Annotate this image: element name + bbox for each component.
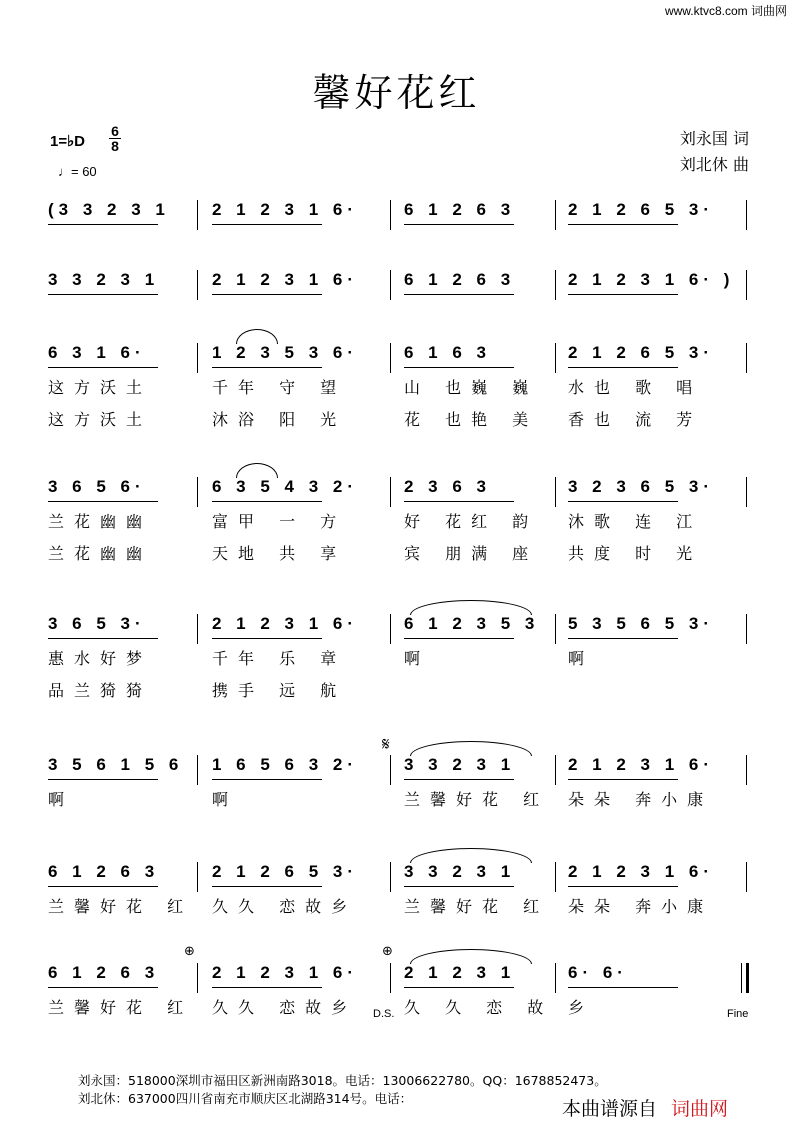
lyric-line-2: 共度 时 光 (568, 544, 703, 563)
beam-underline (212, 779, 322, 780)
score-system (0, 343, 793, 453)
measure-notes: 6 1 2 6 3 (48, 862, 160, 881)
measure-notes: 2 1 2 3 1 6· (212, 614, 359, 633)
lyricist-credit: 刘永国 词 (679, 129, 749, 148)
ds-marking: D.S. (373, 1008, 395, 1020)
measure-notes: 6 1 2 6 3 (404, 200, 516, 219)
bar-line (390, 270, 391, 300)
beam-underline (212, 294, 322, 295)
beam-underline (212, 501, 322, 502)
measure-notes: 2 1 2 6 5 3· (212, 862, 359, 881)
lyric-line-1: 兰馨好花 红 (404, 790, 550, 809)
lyric-line-1: 富甲 一 方 (212, 512, 347, 531)
source-site-link[interactable]: 词曲网 (671, 1098, 729, 1120)
beam-underline (48, 501, 158, 502)
bar-line (555, 755, 556, 785)
lyric-line-1: 水也 歌 唱 (568, 378, 703, 397)
tempo-marking: ♩= 60 (58, 164, 97, 179)
measure-notes: 6 1 2 6 3 (48, 963, 160, 982)
bar-line (746, 270, 747, 300)
lyric-line-2: 香也 流 芳 (568, 410, 703, 429)
measure-notes: 2 1 2 3 1 6· (568, 862, 715, 881)
coda-icon: ⊕ (184, 944, 195, 959)
beam-underline (404, 987, 514, 988)
lyric-line-2: 花 也艳 美 (404, 410, 539, 429)
lyric-line-2: 天地 共 享 (212, 544, 347, 563)
beam-underline (212, 367, 322, 368)
footer-line-composer: 刘北休：637000四川省南充市顺庆区北湖路314号。电话： (78, 1091, 413, 1106)
beam-underline (568, 501, 678, 502)
measure-notes: 2 1 2 3 1 (404, 963, 516, 982)
beam-underline (48, 779, 158, 780)
measure-notes: 2 1 2 3 1 6· (212, 963, 359, 982)
source-credit (562, 1094, 728, 1121)
score-system (0, 755, 793, 865)
lyric-line-1: 啊 (212, 790, 239, 809)
beam-underline (48, 886, 158, 887)
measure-notes: 3 6 5 6· (48, 477, 146, 496)
lyric-line-1: 千年 乐 章 (212, 649, 347, 668)
lyric-line-1: 朵朵 奔小康 (568, 897, 714, 916)
measure-notes: 3 3 2 3 1 (48, 270, 160, 289)
bar-line (555, 200, 556, 230)
bar-line (197, 343, 198, 373)
bar-line (746, 755, 747, 785)
fine-marking: Fine (727, 1008, 749, 1020)
final-thin-bar (741, 963, 742, 993)
beam-underline (568, 987, 678, 988)
beam-underline (48, 294, 158, 295)
beam-underline (404, 886, 514, 887)
bar-line (197, 755, 198, 785)
bar-line (555, 477, 556, 507)
bar-line (555, 614, 556, 644)
score-system (0, 614, 793, 724)
beam-underline (404, 367, 514, 368)
score-system (0, 862, 793, 972)
lyric-line-1: 兰馨好花 红 (404, 897, 550, 916)
lyric-line-1: 兰馨好花 红 (48, 998, 194, 1017)
bar-line (390, 862, 391, 892)
lyric-line-1: 啊 (48, 790, 75, 809)
bar-line (390, 343, 391, 373)
slur (410, 741, 532, 756)
measure-notes: 3 3 2 3 1 (404, 755, 516, 774)
beam-underline (48, 987, 158, 988)
measure-notes: 6 1 2 6 3 (404, 270, 516, 289)
bar-line (555, 343, 556, 373)
bar-line (746, 477, 747, 507)
bar-line (746, 614, 747, 644)
measure-notes: 3 5 6 1 5 6 (48, 755, 184, 774)
beam-underline (48, 367, 158, 368)
beam-underline (568, 224, 678, 225)
lyric-line-1: 山 也巍 巍 (404, 378, 539, 397)
beam-underline (404, 501, 514, 502)
beam-underline (568, 779, 678, 780)
bar-line (555, 963, 556, 993)
site-url[interactable]: www.ktvc8.com 词曲网 (664, 4, 787, 18)
bar-line (197, 477, 198, 507)
credits (680, 126, 749, 178)
beam-underline (212, 224, 322, 225)
lyric-line-1: 惠水好梦 (48, 649, 153, 668)
measure-notes: 6 3 1 6· (48, 343, 146, 362)
bar-line (390, 200, 391, 230)
measure-notes: 1 6 5 6 3 2· (212, 755, 359, 774)
beam-underline (212, 987, 322, 988)
bar-line (746, 963, 749, 993)
measure-notes: 2 3 6 3 (404, 477, 491, 496)
bar-line (197, 200, 198, 230)
beam-underline (404, 779, 514, 780)
lyric-line-1: 兰花幽幽 (48, 512, 153, 531)
bar-line (390, 755, 391, 785)
measure-notes: 2 1 2 3 1 6· (212, 200, 359, 219)
lyric-line-1: 乡 (568, 998, 595, 1017)
lyric-line-1: 啊 (568, 649, 595, 668)
measure-notes: 1 2 3 5 3 6· (212, 343, 359, 362)
lyric-line-2: 宾 朋满 座 (404, 544, 539, 563)
measure-notes: 2 1 2 6 5 3· (568, 200, 715, 219)
lyric-line-2: 这方沃土 (48, 410, 153, 429)
key-signature: 1=♭D (50, 133, 86, 150)
measure-notes: 2 1 2 3 1 6· ) (568, 270, 735, 289)
bar-line (555, 862, 556, 892)
time-signature-bottom: 8 (111, 138, 119, 154)
lyric-line-2: 兰花幽幽 (48, 544, 153, 563)
measure-notes: 6 1 6 3 (404, 343, 491, 362)
lyric-line-1: 好 花红 韵 (404, 512, 539, 531)
beam-underline (568, 638, 678, 639)
lyric-line-1: 这方沃土 (48, 378, 153, 397)
time-signature (108, 124, 122, 153)
lyric-line-2: 携手 远 航 (212, 681, 347, 700)
lyric-line-1: 沐歌 连 江 (568, 512, 703, 531)
bar-line (197, 862, 198, 892)
beam-underline (568, 886, 678, 887)
song-title: 馨好花红 (312, 71, 481, 115)
measure-notes: 6· 6· (568, 963, 628, 982)
beam-underline (212, 886, 322, 887)
bar-line (555, 270, 556, 300)
measure-notes: 3 6 5 3· (48, 614, 146, 633)
measure-notes: 5 3 5 6 5 3· (568, 614, 715, 633)
lyric-line-1: 久 久 恋 故 (404, 998, 554, 1017)
beam-underline (212, 638, 322, 639)
lyric-line-2: 品兰猗猗 (48, 681, 153, 700)
lyric-line-1: 千年 守 望 (212, 378, 347, 397)
contact-footer (78, 1072, 607, 1108)
bar-line (197, 270, 198, 300)
measure-notes: 2 1 2 6 5 3· (568, 343, 715, 362)
beam-underline (48, 638, 158, 639)
bar-line (390, 963, 391, 993)
bar-line (197, 963, 198, 993)
measure-notes: 3 3 2 3 1 (404, 862, 516, 881)
slur (236, 463, 278, 478)
bar-line (197, 614, 198, 644)
source-label: 本曲谱源自 (562, 1098, 658, 1120)
measure-notes: 6 1 2 3 5 3 (404, 614, 540, 633)
score-system (0, 477, 793, 587)
segno-icon: 𝄋 (382, 734, 390, 755)
lyric-line-1: 朵朵 奔小康 (568, 790, 714, 809)
bar-line (390, 614, 391, 644)
beam-underline (404, 224, 514, 225)
bar-line (746, 862, 747, 892)
slur (410, 600, 532, 615)
beam-underline (48, 224, 158, 225)
lyric-line-1: 啊 (404, 649, 431, 668)
beam-underline (568, 367, 678, 368)
lyric-line-1: 久久 恋故乡 (212, 998, 358, 1017)
measure-notes: 3 2 3 6 5 3· (568, 477, 715, 496)
composer-credit: 刘北休 曲 (679, 155, 749, 174)
score-system (0, 963, 793, 1073)
lyric-line-1: 兰馨好花 红 (48, 897, 194, 916)
coda-icon-2: ⊕ (382, 944, 393, 959)
beam-underline (568, 294, 678, 295)
bar-line (746, 343, 747, 373)
lyric-line-2: 沐浴 阳 光 (212, 410, 347, 429)
bar-line (746, 200, 747, 230)
beam-underline (404, 294, 514, 295)
measure-notes: 6 3 5 4 3 2· (212, 477, 359, 496)
beam-underline (404, 638, 514, 639)
measure-notes: 2 1 2 3 1 6· (212, 270, 359, 289)
footer-line-lyricist: 刘永国：518000深圳市福田区新洲南路3018。电话：13006622780。QQ：1678852473。 (78, 1073, 607, 1088)
time-signature-top: 6 (111, 123, 119, 139)
measure-notes: 2 1 2 3 1 6· (568, 755, 715, 774)
lyric-line-1: 久久 恋故乡 (212, 897, 358, 916)
measure-notes: (3 3 2 3 1 (48, 200, 170, 219)
bar-line (390, 477, 391, 507)
